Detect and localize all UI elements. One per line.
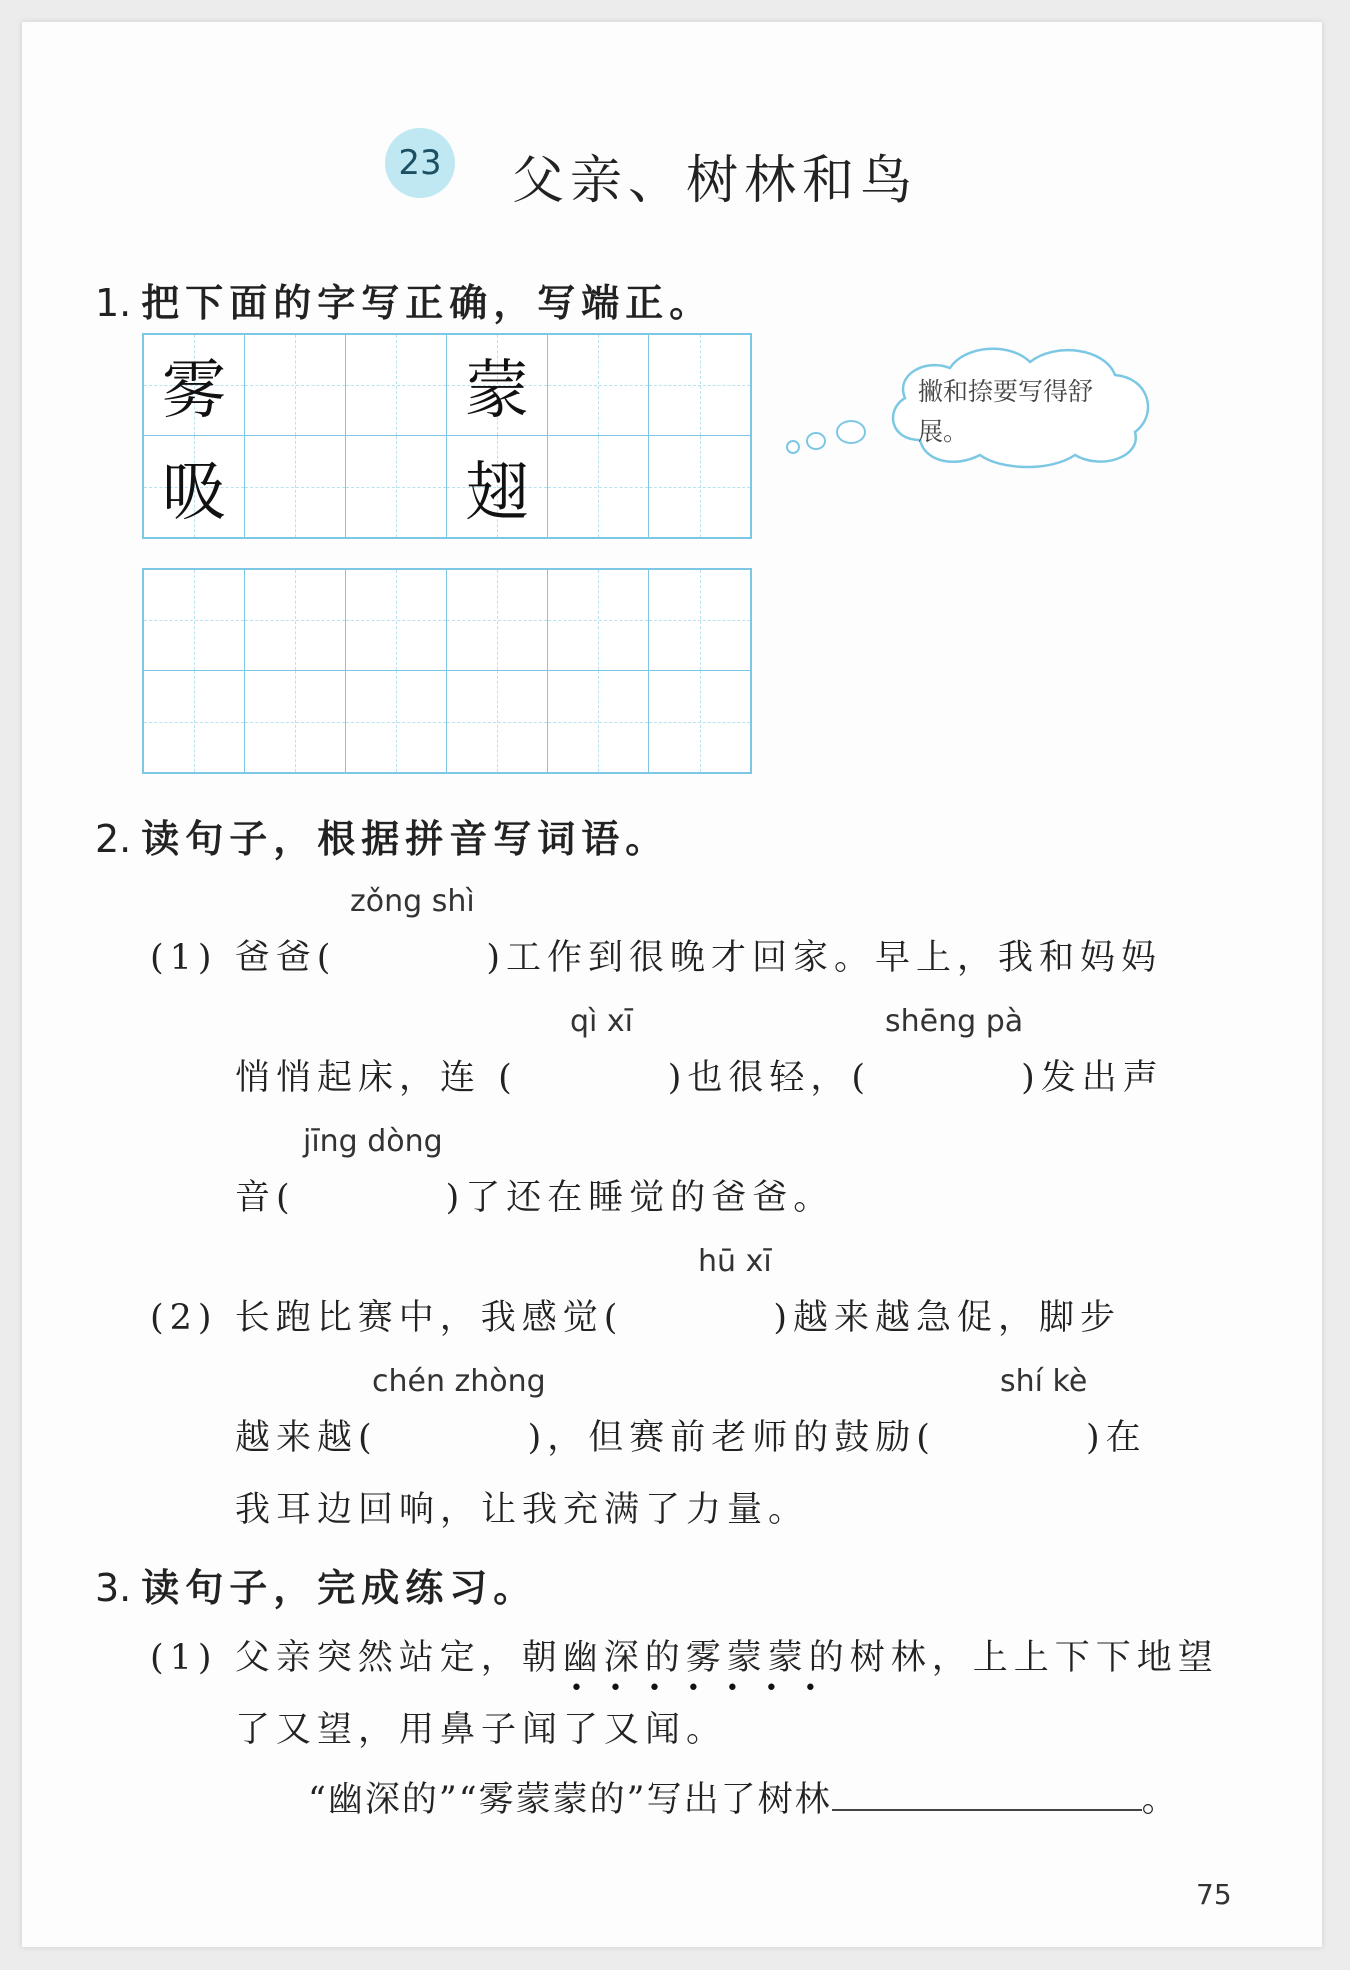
- q3-item1-prompt: “幽深的”“雾蒙蒙的”写出了树林 。: [308, 1780, 1179, 1820]
- grid-cell[interactable]: [346, 671, 447, 772]
- grid-cell[interactable]: [548, 436, 649, 537]
- thought-bubble-medium: [806, 432, 826, 450]
- grid-cell[interactable]: [649, 436, 750, 537]
- writing-grid-blank: [142, 568, 752, 774]
- grid-cell[interactable]: [245, 671, 346, 772]
- q2-instruction: 读句子，根据拼音写词语。: [141, 816, 670, 861]
- pinyin-chenzhong: chén zhòng: [372, 1364, 546, 1399]
- grid-cell[interactable]: [649, 335, 750, 436]
- grid-cell[interactable]: [346, 335, 447, 436]
- pinyin-huxi: hū xī: [698, 1244, 772, 1279]
- q1-heading: [95, 272, 713, 327]
- q3-item1-line1: (1) 父亲突然站定，朝幽深的雾蒙蒙的树林，上上下下地望: [150, 1638, 1219, 1678]
- q3-instruction: 读句子，完成练习。: [141, 1565, 538, 1610]
- writing-grid-example: [142, 333, 752, 539]
- grid-cell[interactable]: 吸: [144, 436, 245, 537]
- grid-cell[interactable]: 雾: [144, 335, 245, 436]
- thought-bubble-small: [786, 440, 800, 454]
- q1-number: 1.: [95, 281, 132, 325]
- grid-cell[interactable]: [144, 570, 245, 671]
- q3-number: 3.: [95, 1566, 132, 1610]
- q2-item2-line2: 越来越( )，但赛前老师的鼓励( )在: [235, 1418, 1147, 1458]
- q1-instruction: 把下面的字写正确，写端正。: [141, 280, 714, 325]
- lesson-number-badge: [385, 128, 455, 198]
- q2-item1-line3: 音( )了还在睡觉的爸爸。: [235, 1178, 835, 1218]
- grid-cell[interactable]: [548, 570, 649, 671]
- writing-tip: 撇和捺要写得舒展。: [918, 377, 1094, 446]
- grid-cell[interactable]: [245, 436, 346, 537]
- grid-cell[interactable]: [346, 436, 447, 537]
- lesson-number: 23: [398, 143, 442, 183]
- emphasis-dots: •••••••: [570, 1676, 843, 1701]
- item-label: (1): [150, 1638, 218, 1678]
- pinyin-shengpa: shēng pà: [885, 1004, 1024, 1039]
- thought-bubble-large: [836, 420, 866, 444]
- pinyin-shike: shí kè: [1000, 1364, 1088, 1399]
- grid-cell[interactable]: [649, 671, 750, 772]
- q2-item2-line3: 我耳边回响，让我充满了力量。: [235, 1490, 810, 1530]
- q3-item1-line2: 了又望，用鼻子闻了又闻。: [235, 1710, 728, 1750]
- grid-cell[interactable]: [447, 671, 548, 772]
- q3-heading: [95, 1557, 537, 1612]
- grid-cell[interactable]: [649, 570, 750, 671]
- grid-cell[interactable]: 翅: [447, 436, 548, 537]
- grid-cell[interactable]: [548, 335, 649, 436]
- lesson-title: 父亲、树林和鸟: [512, 151, 919, 211]
- pinyin-zongshi: zǒng shì: [350, 884, 475, 919]
- grid-cell[interactable]: [144, 671, 245, 772]
- q2-item2-line1: (2) 长跑比赛中，我感觉( )越来越急促，脚步: [150, 1298, 1122, 1338]
- item-label: (2): [150, 1298, 218, 1338]
- answer-underline[interactable]: [832, 1779, 1142, 1811]
- q2-item1-line2: 悄悄起床，连 ( )也很轻，( )发出声: [235, 1058, 1164, 1098]
- grid-cell[interactable]: [245, 335, 346, 436]
- q2-item1-line1: (1) 爸爸( )工作到很晚才回家。早上，我和妈妈: [150, 938, 1163, 978]
- pinyin-jingdong: jīng dòng: [303, 1124, 443, 1159]
- q2-heading: [95, 808, 669, 863]
- pinyin-qixi: qì xī: [570, 1004, 634, 1039]
- q2-number: 2.: [95, 817, 132, 861]
- grid-cell[interactable]: [548, 671, 649, 772]
- grid-cell[interactable]: [346, 570, 447, 671]
- grid-cell[interactable]: [245, 570, 346, 671]
- item-label: (1): [150, 938, 218, 978]
- grid-cell[interactable]: 蒙: [447, 335, 548, 436]
- grid-cell[interactable]: [447, 570, 548, 671]
- page-number: 75: [1196, 1878, 1232, 1911]
